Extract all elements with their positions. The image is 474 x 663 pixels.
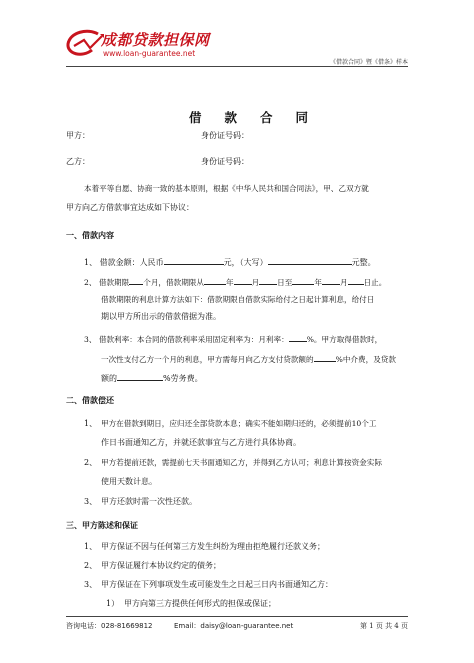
s3-sub1-num: 1） <box>106 599 120 608</box>
section-3-heading: 三、甲方陈述和保证 <box>66 520 138 530</box>
agency-fee-blank[interactable] <box>314 353 336 362</box>
s2-item1-num: 1、 <box>84 419 98 428</box>
s3-item1-line1: 甲方保证不因与任何第三方发生纠纷为理由拒绝履行还款义务； <box>101 542 325 551</box>
footer-email: Email：daisy@loan-guarantee.net <box>174 622 294 630</box>
s3-item1-num: 1、 <box>84 542 98 551</box>
s3-item2-line1: 甲方保证履行本协议约定的债务； <box>101 561 221 570</box>
s3-sub1-line1: 甲方向第三方提供任何形式的担保或保证； <box>124 599 276 608</box>
start-day-blank[interactable] <box>259 276 277 285</box>
s3-item3-num: 3、 <box>84 580 98 589</box>
monthly-rate-blank[interactable] <box>289 333 307 342</box>
start-month-blank[interactable] <box>234 276 252 285</box>
logo-url: www.loan-guarantee.net <box>103 49 196 58</box>
end-year-blank[interactable] <box>292 276 314 285</box>
header-doc-label: 《借款合同》暨《借条》样本 <box>329 59 408 66</box>
s2-item1-line1: 甲方在借款到期日，应归还全部贷款本息；确实不能如期归还的，必须提前10个工 <box>101 419 377 428</box>
s2-item1-line2: 作日书面通知乙方，并就还款事宜与乙方进行具体协商。 <box>101 438 301 447</box>
section-2-heading: 二、借款偿还 <box>66 395 114 405</box>
page-number: 第 1 页 共 4 页 <box>359 622 408 630</box>
s1-item2: 2、 借款期限 个月，借款期限从 年 月 日至 年 月 日止。 <box>84 278 387 287</box>
party-a-label: 甲方： <box>66 131 90 140</box>
s3-item3-line1: 甲方保证在下列事项发生或可能发生之日起三日内书面通知乙方： <box>101 580 333 589</box>
s1-item3: 3、 借款利率：本合同的借款利率采用固定利率为：月利率： %。甲方取得借款时， <box>84 335 383 344</box>
s2-item3-num: 3、 <box>84 497 98 506</box>
logo-text: 成都贷款担保网 <box>101 31 210 49</box>
amount-blank[interactable] <box>164 256 224 265</box>
end-day-blank[interactable] <box>348 276 364 285</box>
s1-item3-line3: 额的 %劳务费。 <box>101 374 203 383</box>
footer-phone: 咨询电话：028-81669812 <box>66 622 153 630</box>
amount-words-blank[interactable] <box>268 256 352 265</box>
party-a-id-label: 身份证号码： <box>201 131 249 140</box>
footer-divider <box>66 616 408 617</box>
s2-item2-line2: 使用天数计息。 <box>101 477 157 486</box>
start-year-blank[interactable] <box>204 276 226 285</box>
s1-item1: 1、 借款金额：人民币 元，（大写） 元整。 <box>84 258 376 267</box>
party-b-label: 乙方： <box>66 157 90 166</box>
s2-item2-num: 2、 <box>84 458 98 467</box>
months-blank[interactable] <box>129 276 143 285</box>
intro-line-2: 甲方向乙方借款事宜达成如下协议： <box>66 203 194 212</box>
header-divider <box>66 66 408 67</box>
page-title: 借款合同 <box>188 110 331 125</box>
service-fee-blank[interactable] <box>117 372 163 381</box>
s1-item3-line2: 一次性支付乙方一个月的利息，甲方需每月向乙方支付贷款额的 %中介费，及贷款 <box>101 355 396 364</box>
s3-item2-num: 2、 <box>84 561 98 570</box>
end-month-blank[interactable] <box>322 276 340 285</box>
logo-swoosh-icon <box>64 28 106 58</box>
section-1-heading: 一、借款内容 <box>66 230 114 240</box>
intro-line-1: 本着平等自愿、协商一致的基本原则，根据《中华人民共和国合同法》，甲、乙双方就 <box>84 184 369 193</box>
s2-item2-line1: 甲方若提前还款，需提前七天书面通知乙方，并得到乙方认可；利息计算按资金实际 <box>101 458 382 467</box>
party-b-id-label: 身份证号码： <box>201 157 249 166</box>
s1-item2-line2: 借款期限的利息计算方法如下：借款期限自借款实际给付之日起计算利息，给付日 <box>101 295 375 304</box>
s2-item3-line1: 甲方还款时需一次性还款。 <box>101 497 197 506</box>
s1-item2-line3: 期以甲方所出示的借款借据为准。 <box>101 312 221 321</box>
